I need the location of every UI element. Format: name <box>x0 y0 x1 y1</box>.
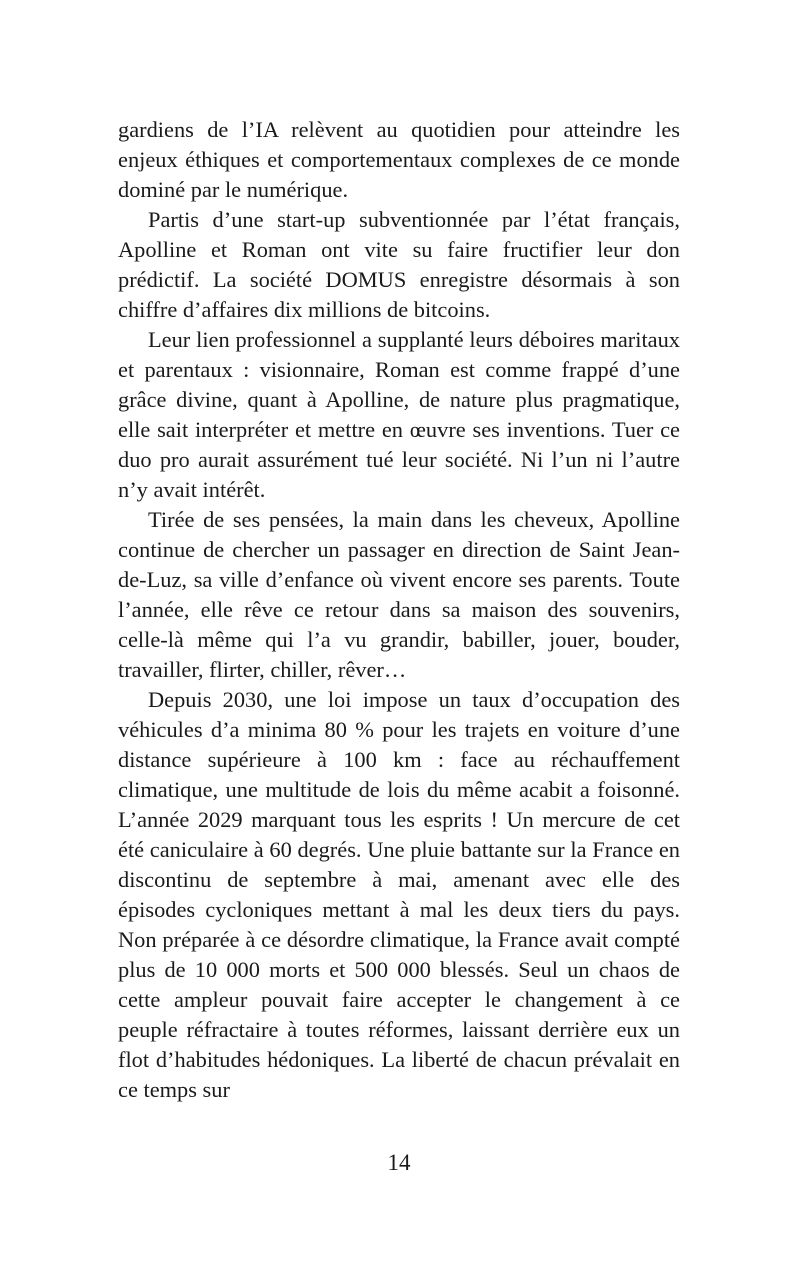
paragraph-startup: Partis d’une start-up subventionnée par l’état français, Apolline et Roman ont vite su faire fructifier leur don prédictif. La société DOMUS enregistre désormais à son chiffre d’affaires dix millions de bitcoins. <box>118 207 680 322</box>
page-body <box>118 115 680 1105</box>
paragraph-climate-law: Depuis 2030, une loi impose un taux d’occupation des véhicules d’a minima 80 % pour les trajets en voiture d’une distance supérieure à 100 km : face au réchauffement climatique, une multitude de lois du même acabit a foisonné. L’année 2029 marquant tous les esprits ! Un mercure de cet été caniculaire à 60 degrés. Une pluie battante sur la France en discontinu de septembre à mai, amenant avec elle des épisodes cycloniques mettant à mal les deux tiers du pays. Non préparée à ce désordre climatique, la France avait compté plus de 10 000 morts et 500 000 blessés. Seul un chaos de cette ampleur pouvait faire accepter le changement à ce peuple réfractaire à toutes réformes, laissant derrière eux un flot d’habitudes hédoniques. La liberté de chacun prévalait en ce temps sur <box>118 687 680 1102</box>
paragraph-apolline-thoughts: Tirée de ses pensées, la main dans les cheveux, Apolline continue de chercher un passager en direction de Saint Jean-de-Luz, sa ville d’enfance où vivent encore ses parents. Toute l’année, elle rêve ce retour dans sa maison des souvenirs, celle-là même qui l’a vu grandir, babiller, jouer, bouder, travailler, flirter, chiller, rêver… <box>118 507 680 682</box>
page-number: 14 <box>387 1150 411 1175</box>
paragraph-continuation: gardiens de l’IA relèvent au quotidien pour atteindre les enjeux éthiques et comportementaux complexes de ce monde dominé par le numérique. <box>118 117 680 202</box>
paragraph-professional-bond: Leur lien professionnel a supplanté leurs déboires maritaux et parentaux : visionnaire, Roman est comme frappé d’une grâce divine, quant à Apolline, de nature plus pragmatique, elle sait interpréter et mettre en œuvre ses inventions. Tuer ce duo pro aurait assurément tué leur société. Ni l’un ni l’autre n’y avait intérêt. <box>118 327 680 502</box>
